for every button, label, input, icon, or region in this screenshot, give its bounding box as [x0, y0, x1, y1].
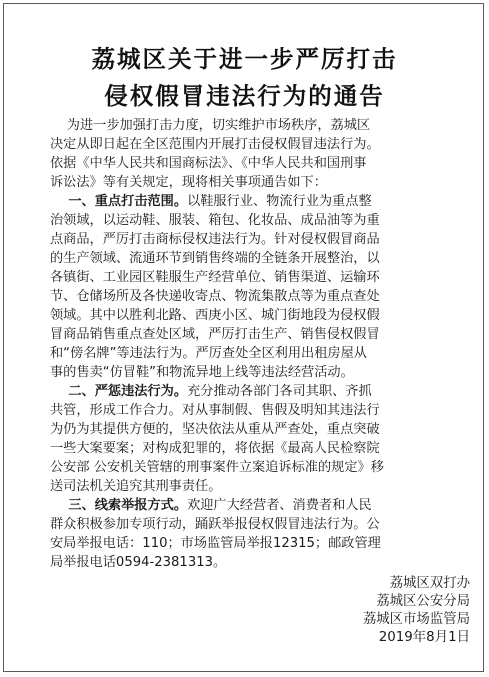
section1-line: 点商品，严厉打击商标侵权违法行为。针对侵权假冒商品 [50, 232, 380, 247]
section2-first-text: 充分推动各部门各司其职、齐抓 [187, 384, 372, 399]
section3-first-line [50, 498, 372, 514]
section1-heading: 一、重点打击范围。 [50, 194, 188, 209]
intro-line: 依据《中华人民共和国商标法》、《中华人民共和国刑事 [50, 156, 367, 171]
section1-line: 和“傍名牌”等违法行为。严厉查处全区利用出租房屋从 [50, 346, 367, 361]
section1-line: 治领域，以运动鞋、服装、箱包、化妆品、成品油等为重 [50, 213, 380, 228]
intro-line: 诉讼法》等有关规定，现将相关事项通告如下： [50, 175, 327, 190]
intro-line: 为进一步加强打击力度，切实维护市场秩序，荔城区 [50, 118, 371, 133]
section2-line: 公安部 公安机关管辖的刑事案件立案追诉标准的规定》移 [50, 460, 384, 475]
signature-issuer: 荔城区双打办 [389, 576, 470, 591]
section3-first-text: 欢迎广大经营者、消费者和人民 [187, 498, 372, 513]
section1-line: 领域。其中以胜利北路、西庚小区、城门街地段为侵权假 [50, 308, 380, 323]
notice-title-line-2: 侵权假冒违法行为的通告 [104, 82, 385, 110]
section2-line: 送司法机关追究其刑事责任。 [50, 479, 222, 494]
signature-issuer: 荔城区公安分局 [376, 594, 470, 609]
section2-line: 共管，形成工作合力。对从事制假、售假及明知其违法行 [50, 403, 380, 418]
section3-line: 局举报电话0594-2381313。 [50, 555, 227, 570]
section3-line: 群众积极参加专项行动，踊跃举报侵权假冒违法行为。公 [50, 517, 380, 532]
section2-line: 一些大案要案；对构成犯罪的，将依据《最高人民检察院 [50, 441, 380, 456]
section1-line: 各镇街、工业园区鞋服生产经营单位、销售渠道、运输环 [50, 270, 380, 285]
intro-line: 决定从即日起在全区范围内开展打击侵权假冒违法行为。 [50, 137, 380, 152]
section3-line: 安局举报电话：110；市场监管局举报12315；邮政管理 [50, 536, 381, 551]
section1-line: 节、仓储场所及各快递收寄点、物流集散点等为重点查处 [50, 289, 380, 304]
section1-first-line [50, 194, 372, 210]
section1-line: 冒商品销售重点查处区域，严厉打击生产、销售侵权假冒 [50, 327, 380, 342]
section2-first-line [50, 384, 372, 400]
section1-first-text: 以鞋服行业、物流行业为重点整 [187, 194, 372, 209]
section2-heading: 二、严惩违法行为。 [50, 384, 188, 399]
notice-title-line-1: 荔城区关于进一步严厉打击 [91, 45, 398, 73]
signature-issuer: 荔城区市场监管局 [362, 612, 470, 627]
section1-line: 的生产领域、流通环节到销售终端的全链条开展整治，以 [50, 251, 380, 266]
section1-line: 事的售卖“仿冒鞋”和物流异地上线等违法经营活动。 [50, 365, 354, 380]
section3-heading: 三、线索举报方式。 [50, 498, 188, 513]
section2-line: 为仍为其提供方便的，坚决依法从重从严查处，重点突破 [50, 422, 380, 437]
notice-date: 2019年8月1日 [378, 630, 470, 645]
